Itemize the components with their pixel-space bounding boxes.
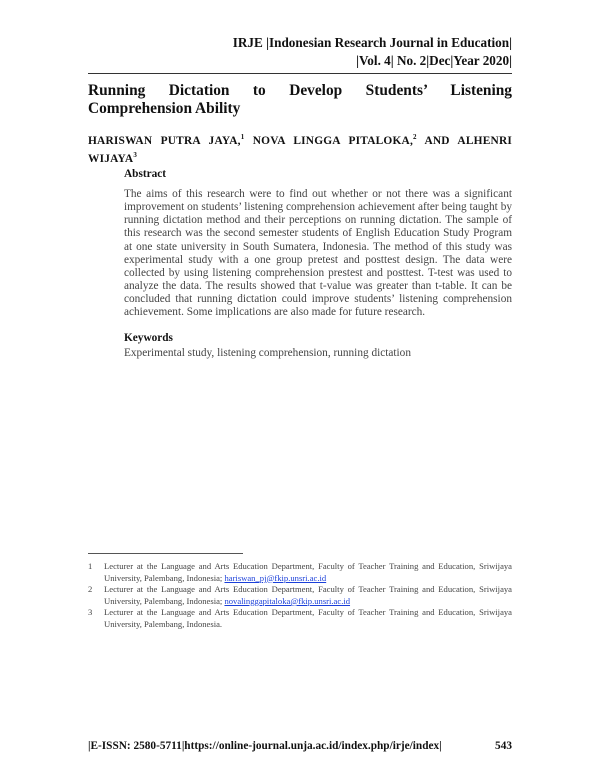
author-name: HARISWAN PUTRA JAYA, [88,134,241,147]
footnote-divider [88,553,243,554]
issn-and-url: |E-ISSN: 2580-5711|https://online-journal.unja.ac.id/index.php/irje/index| [88,740,442,752]
header-divider [88,73,512,74]
author-affiliation-mark: 2 [413,133,417,141]
author-email-link[interactable]: hariswan_pj@fkip.unsri.ac.id [224,572,327,583]
author-affiliation-mark: 1 [240,133,245,141]
abstract-heading: Abstract [124,168,167,180]
journal-header [233,34,512,69]
author-name: AND ALHENRI WIJAYA [88,134,512,165]
abstract-text: The aims of this research were to find out whether or not there was a significant improvement on students’ listening comprehension achievement after being taught by running dictation method and their perceptions on running dictation. The sample of this research was the second semester students of English Education Study Program at one state university in South Sumatera, Indonesia. The method of this study was experimental study with a one group pretest and posttest design. The data were collected by using listening comprehension prestest and posttest. T-test was used to analyze the data. The results showed that t-value was greater than t-table. It can be concluded that running dictation could improve students’ listening comprehension achievement. Some implications are also made for future research. [124,188,512,319]
footnote [88,561,512,584]
footnotes [88,561,512,631]
keywords-heading: Keywords [124,332,173,344]
journal-header-line-2: |Vol. 4| No. 2|Dec|Year 2020| [356,52,512,68]
page-footer [88,740,512,752]
footnote-number: 3 [88,607,93,618]
footnote [88,584,512,607]
page-number: 543 [495,740,512,752]
footnote-text: Lecturer at the Language and Arts Education Department, Faculty of Teacher Training and Education, Sriwijaya University, Palembang, Indonesia; [104,561,512,583]
footnote-text: Lecturer at the Language and Arts Education Department, Faculty of Teacher Training and Education, Sriwijaya University, Palembang, Indonesia. [104,607,512,629]
footnote [88,607,512,630]
journal-header-line-1: IRJE |Indonesian Research Journal in Education| [232,35,512,50]
footnote-text: Lecturer at the Language and Arts Education Department, Faculty of Teacher Training and Education, Sriwijaya University, Palembang, Indonesia; [104,584,512,606]
author-list [88,130,512,166]
author-affiliation-mark: 3 [133,150,138,159]
footnote-number: 2 [88,584,93,595]
author-email-link[interactable]: novalinggapitaloka@fkip.unsri.ac.id [224,595,351,606]
footnote-number: 1 [88,561,93,571]
author-name: NOVA LINGGA PITALOKA, [252,134,414,147]
article-title: Running Dictation to Develop Students’ Listening Comprehension Ability [88,82,512,117]
keywords-text: Experimental study, listening comprehension, running dictation [124,347,411,359]
